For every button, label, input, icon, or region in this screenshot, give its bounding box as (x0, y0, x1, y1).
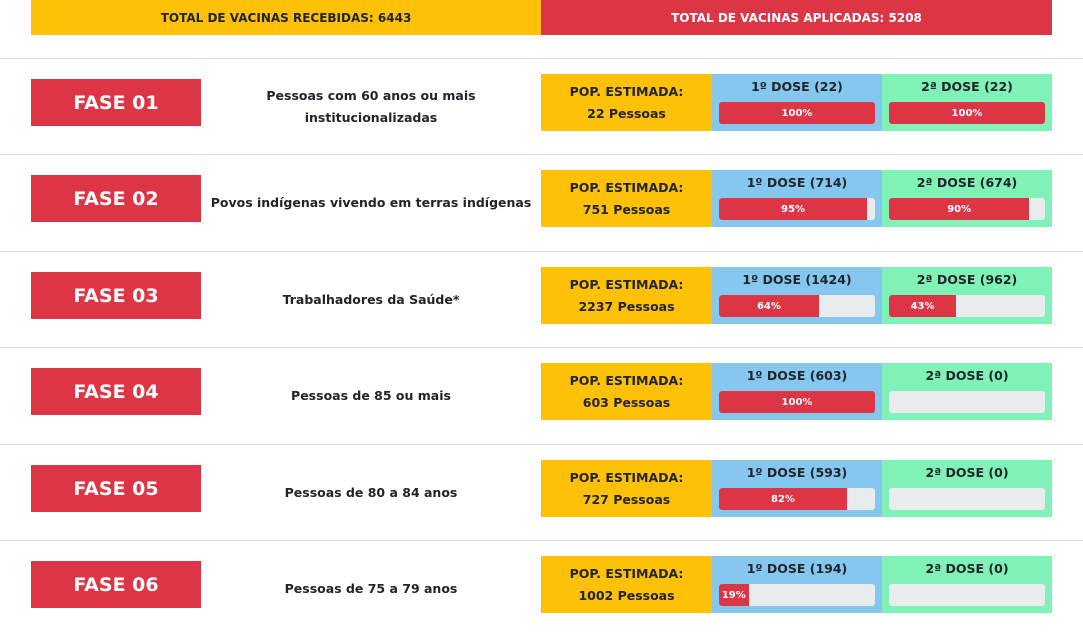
phase-description: Povos indígenas vivendo em terras indígenas (210, 195, 532, 210)
dose2-label: 2ª DOSE (0) (925, 561, 1009, 576)
dose1-progress-track (719, 391, 875, 413)
population-estimate-value: 727 Pessoas (582, 491, 671, 507)
dose1-label: 1º DOSE (714) (746, 175, 848, 190)
dose1-progress-bar: 100% (719, 102, 875, 124)
dose2-box (882, 363, 1052, 420)
dose2-label: 2ª DOSE (962) (916, 272, 1018, 287)
dose2-progress-bar: 90% (889, 198, 1029, 220)
phase-description: Trabalhadores da Saúde* (282, 292, 460, 307)
population-estimate-box (541, 556, 712, 613)
phase-row (0, 58, 1083, 155)
dose1-progress-track (719, 102, 875, 124)
dose2-label: 2ª DOSE (0) (925, 465, 1009, 480)
dose1-box (712, 460, 882, 517)
phase-row (0, 540, 1083, 637)
population-estimate-title: POP. ESTIMADA: (569, 83, 684, 99)
dose1-progress-track (719, 488, 875, 510)
dose1-box (712, 556, 882, 613)
dose2-progress-track (889, 198, 1045, 220)
dose2-progress-bar: 100% (889, 102, 1045, 124)
dose2-box (882, 556, 1052, 613)
population-estimate-title: POP. ESTIMADA: (569, 179, 684, 195)
population-estimate-title: POP. ESTIMADA: (569, 469, 684, 485)
dose2-label: 2ª DOSE (0) (925, 368, 1009, 383)
dose1-box (712, 170, 882, 227)
dose1-label: 1º DOSE (603) (746, 368, 848, 383)
population-estimate-value: 2237 Pessoas (578, 298, 675, 314)
phase-badge: FASE 04 (31, 368, 201, 415)
population-estimate-title: POP. ESTIMADA: (569, 276, 684, 292)
total-applied-banner: TOTAL DE VACINAS APLICADAS: 5208 (541, 0, 1052, 35)
phase-description: Pessoas com 60 anos ou mais institucionalizadas (266, 88, 476, 125)
dose1-progress-bar: 82% (719, 488, 847, 510)
dose1-box (712, 74, 882, 131)
population-estimate-value: 1002 Pessoas (578, 587, 675, 603)
population-estimate-box (541, 74, 712, 131)
dose2-progress-bar: 43% (889, 295, 956, 317)
phase-row (0, 251, 1083, 348)
dose2-label: 2ª DOSE (674) (916, 175, 1018, 190)
population-estimate-box (541, 460, 712, 517)
dose2-box (882, 170, 1052, 227)
phase-badge: FASE 02 (31, 175, 201, 222)
population-estimate-box (541, 267, 712, 324)
phase-description: Pessoas de 85 ou mais (291, 388, 451, 403)
dose1-label: 1º DOSE (22) (751, 79, 843, 94)
phase-badge: FASE 05 (31, 465, 201, 512)
dose1-box (712, 267, 882, 324)
population-estimate-value: 751 Pessoas (582, 201, 671, 217)
dose2-label: 2ª DOSE (22) (921, 79, 1013, 94)
dose1-progress-track (719, 198, 875, 220)
dose2-progress-track (889, 584, 1045, 606)
dose1-label: 1º DOSE (1424) (742, 272, 852, 287)
phase-badge: FASE 03 (31, 272, 201, 319)
population-estimate-title: POP. ESTIMADA: (569, 372, 684, 388)
phase-row (0, 347, 1083, 444)
phase-badge: FASE 06 (31, 561, 201, 608)
population-estimate-box (541, 170, 712, 227)
phase-row (0, 444, 1083, 541)
dose1-label: 1º DOSE (194) (746, 561, 848, 576)
dose2-box (882, 74, 1052, 131)
population-estimate-value: 603 Pessoas (582, 394, 671, 410)
dose2-box (882, 267, 1052, 324)
total-received-banner: TOTAL DE VACINAS RECEBIDAS: 6443 (31, 0, 541, 35)
dose2-progress-track (889, 391, 1045, 413)
dose1-progress-bar: 19% (719, 584, 749, 606)
dose2-progress-track (889, 295, 1045, 317)
dose1-progress-bar: 64% (719, 295, 819, 317)
phase-row (0, 154, 1083, 251)
dose1-progress-track (719, 584, 875, 606)
vaccine-totals-bar (31, 0, 1052, 35)
dose2-progress-track (889, 488, 1045, 510)
population-estimate-box (541, 363, 712, 420)
dose1-box (712, 363, 882, 420)
phase-description: Pessoas de 80 a 84 anos (284, 485, 458, 500)
phase-description: Pessoas de 75 a 79 anos (284, 581, 458, 596)
population-estimate-value: 22 Pessoas (587, 105, 666, 121)
phase-badge: FASE 01 (31, 79, 201, 126)
dose1-label: 1º DOSE (593) (746, 465, 848, 480)
dose2-box (882, 460, 1052, 517)
population-estimate-title: POP. ESTIMADA: (569, 565, 684, 581)
dose1-progress-track (719, 295, 875, 317)
dose1-progress-bar: 100% (719, 391, 875, 413)
dose2-progress-track (889, 102, 1045, 124)
dose1-progress-bar: 95% (719, 198, 867, 220)
